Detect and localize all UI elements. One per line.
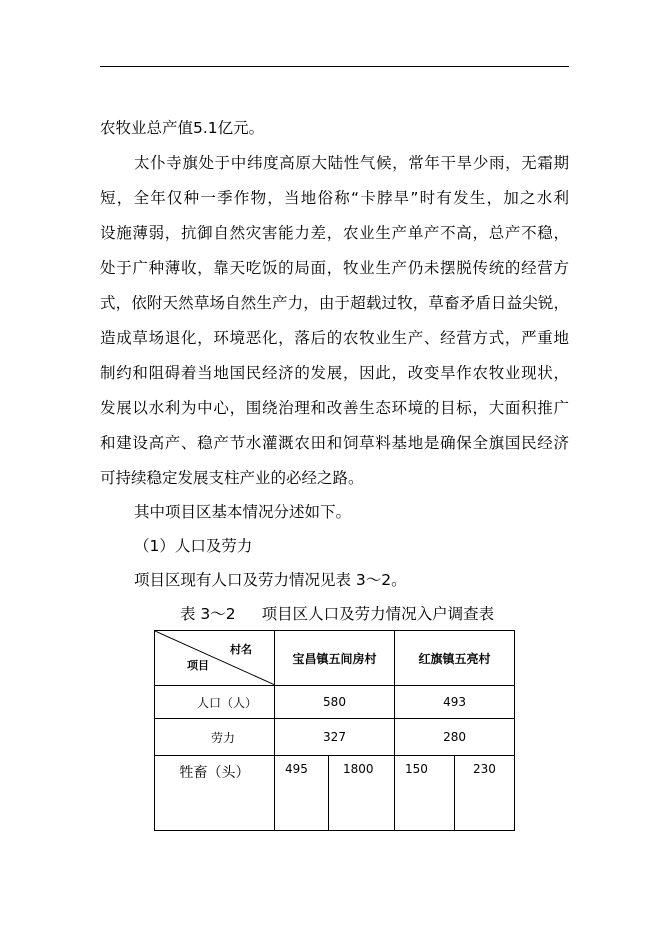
row-label: 劳力: [155, 719, 275, 756]
table-caption-title: 项目区人口及劳力情况入户调查表: [261, 605, 495, 623]
row-label: 人口（人）: [155, 686, 275, 719]
cell-value: 1800: [329, 756, 395, 831]
paragraph-line: 发展以水利为中心，围绕治理和改善生态环境的目标，大面积推广: [100, 399, 569, 417]
diagonal-line: [155, 631, 275, 685]
village2-header: 红旗镇五亮村: [395, 631, 515, 686]
cell-value: 580: [275, 686, 395, 719]
table-caption: [180, 604, 494, 624]
header-item-label: 项目: [187, 659, 209, 672]
section-heading: （1）人口及劳力: [134, 537, 253, 555]
paragraph-line: 式，依附天然草场自然生产力，由于超载过牧，草畜矛盾日益尖锐，: [100, 294, 569, 312]
table-caption-number: 表 3～2: [180, 605, 236, 623]
paragraph-line: 造成草场退化，环境恶化，落后的农牧业生产、经营方式，严重地: [100, 329, 569, 347]
cell-value: 280: [395, 719, 515, 756]
paragraph-line: 和建设高产、稳产节水灌溉农田和饲草料基地是确保全旗国民经济: [100, 434, 569, 452]
paragraph-line: 农牧业总产值5.1亿元。: [100, 119, 265, 137]
paragraph-line: 处于广种薄收，靠天吃饭的局面，牧业生产仍未摆脱传统的经营方: [100, 259, 569, 277]
survey-table: [154, 630, 515, 831]
paragraph-line: 可持续稳定发展支柱产业的必经之路。: [100, 469, 364, 487]
cell-value: 493: [395, 686, 515, 719]
paragraph-line: 短，全年仅种一季作物，当地俗称“卡脖旱”时有发生，加之水利: [100, 189, 569, 207]
cell-value: 327: [275, 719, 395, 756]
cell-value: 150: [395, 756, 455, 831]
table-row: [155, 719, 515, 756]
table-row: [155, 756, 515, 831]
cell-value: 495: [275, 756, 329, 831]
table-header-row: [155, 631, 515, 686]
village1-header: 宝昌镇五间房村: [275, 631, 395, 686]
paragraph-line: 其中项目区基本情况分述如下。: [134, 503, 352, 521]
paragraph-line: 太仆寺旗处于中纬度高原大陆性气候，常年干旱少雨，无霜期: [134, 154, 569, 172]
paragraph-line: 制约和阻碍着当地国民经济的发展，因此，改变旱作农牧业现状，: [100, 364, 569, 382]
table-row: [155, 686, 515, 719]
cell-value: 230: [455, 756, 515, 831]
row-label: 牲畜（头）: [155, 756, 275, 831]
header-village-label: 村名: [230, 643, 252, 656]
paragraph-line: 设施薄弱，抗御自然灾害能力差，农业生产单产不高，总产不稳，: [100, 224, 569, 242]
header-rule: [100, 66, 569, 67]
diagonal-header-cell: [155, 631, 275, 686]
paragraph-line: 项目区现有人口及劳力情况见表 3～2。: [134, 571, 407, 589]
